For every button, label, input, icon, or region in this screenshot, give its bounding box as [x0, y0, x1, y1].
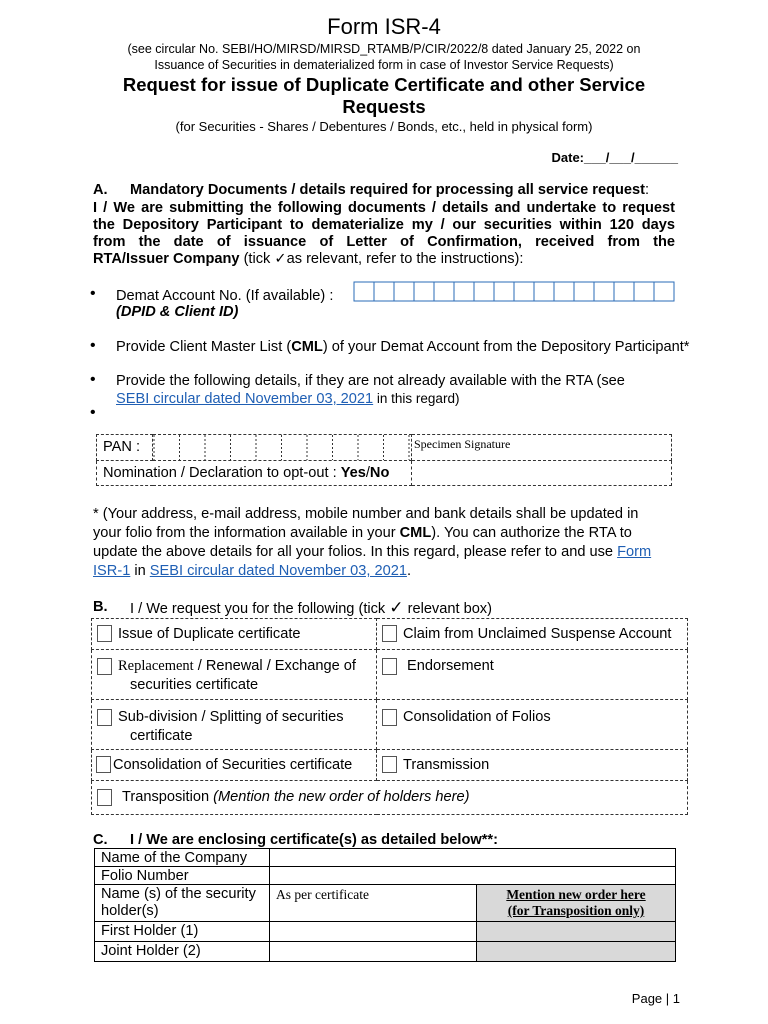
- option-duplicate[interactable]: Issue of Duplicate certificate: [92, 619, 377, 650]
- date-field[interactable]: [552, 150, 679, 165]
- note-line4: ISR-1 in SEBI circular dated November 03, 2021.: [93, 563, 411, 579]
- demat-digit-box: [374, 282, 394, 301]
- specimen-signature-box[interactable]: [412, 435, 672, 461]
- section-a-para-line2: the Depository Participant to dematerialize my / our securities within 120 days: [93, 217, 675, 233]
- sebi-circular-link-2[interactable]: SEBI circular dated November 03, 2021: [149, 563, 407, 579]
- checkbox-subdivision[interactable]: [97, 709, 112, 726]
- option-consolidation-securities[interactable]: Consolidation of Securities certificate: [92, 750, 377, 781]
- demat-digit-box: [594, 282, 614, 301]
- checkbox-transmission[interactable]: [382, 756, 397, 773]
- checkbox-consolidation-securities[interactable]: [96, 756, 111, 773]
- nomination-row[interactable]: Nomination / Declaration to opt-out : Yes/No: [97, 461, 412, 486]
- form-scope: (for Securities - Shares / Debentures / Bonds, etc., held in physical form): [175, 119, 593, 134]
- demat-digit-box: [494, 282, 514, 301]
- bullet-icon: •: [90, 285, 96, 302]
- date-blank: ___/___/______: [584, 150, 678, 165]
- bullet-icon: •: [90, 371, 96, 388]
- demat-digit-box: [534, 282, 554, 301]
- nomination-no[interactable]: No: [369, 464, 390, 481]
- joint-holder-label: Joint Holder (2): [95, 942, 270, 962]
- demat-digit-box: [454, 282, 474, 301]
- demat-digit-box: [474, 282, 494, 301]
- option-transmission[interactable]: Transmission: [377, 750, 688, 781]
- nomination-yes[interactable]: Yes: [340, 464, 366, 481]
- company-name-field[interactable]: [270, 849, 676, 867]
- demat-digit-box: [514, 282, 534, 301]
- option-replacement[interactable]: Replacement / Renewal / Exchange of securities certificate: [92, 650, 377, 700]
- option-endorsement[interactable]: Endorsement: [377, 650, 688, 700]
- as-per-certificate-header: As per certificate: [270, 885, 477, 922]
- demat-account-input[interactable]: [353, 281, 675, 308]
- checkbox-claim[interactable]: [382, 625, 397, 642]
- form-heading-line2: Requests: [342, 96, 426, 117]
- section-b-label: B.: [93, 599, 108, 615]
- page-number: Page | 1: [631, 991, 680, 1006]
- tick-icon: ✓: [389, 598, 404, 617]
- pan-boxes: [153, 435, 411, 460]
- sebi-circular-link[interactable]: SEBI circular dated November 03, 2021: [116, 391, 374, 407]
- joint-holder-name-field[interactable]: [270, 942, 477, 962]
- details-instruction-line1: Provide the following details, if they are not already available with the RTA (see: [116, 373, 625, 389]
- section-a-para-line1: I / We are submitting the following documents / details and undertake to request: [93, 200, 675, 216]
- bullet-icon: •: [90, 337, 96, 354]
- option-claim[interactable]: Claim from Unclaimed Suspense Account: [377, 619, 688, 650]
- checkbox-duplicate[interactable]: [97, 625, 112, 642]
- pan-nomination-table: [96, 434, 672, 486]
- section-b-heading: I / We request you for the following (tick ✓ relevant box): [130, 598, 492, 617]
- details-instruction-line2: SEBI circular dated November 03, 2021 in this regard): [116, 391, 460, 407]
- circular-reference-line1: (see circular No. SEBI/HO/MIRSD/MIRSD_RTAMB/P/CIR/2022/8 dated January 25, 2022 on: [127, 42, 641, 56]
- demat-digit-box: [574, 282, 594, 301]
- pan-label: PAN :: [97, 435, 153, 461]
- demat-digit-box: [634, 282, 654, 301]
- section-a-para-line4: RTA/Issuer Company (tick ✓as relevant, refer to the instructions):: [93, 251, 524, 267]
- transposition-order-header: Mention new order here (for Transposition only): [477, 885, 676, 922]
- folio-number-field[interactable]: [270, 867, 676, 885]
- option-subdivision[interactable]: Sub-division / Splitting of securities certificate: [92, 700, 377, 750]
- section-c-label: C.: [93, 832, 108, 848]
- signature-area[interactable]: [412, 461, 672, 486]
- dpid-client-id-hint: (DPID & Client ID): [116, 304, 239, 320]
- section-a-heading: Mandatory Documents / details required for processing all service request:: [130, 182, 650, 198]
- section-a-para-line3: from the date of issuance of Letter of Confirmation, received from the: [93, 234, 675, 250]
- section-c-heading: I / We are enclosing certificate(s) as detailed below**:: [130, 832, 498, 848]
- option-transposition[interactable]: Transposition (Mention the new order of holders here): [92, 781, 688, 815]
- checkbox-consolidation-folios[interactable]: [382, 709, 397, 726]
- demat-digit-box: [654, 282, 674, 301]
- isr1-link[interactable]: ISR-1: [93, 563, 131, 579]
- option-consolidation-folios[interactable]: Consolidation of Folios: [377, 700, 688, 750]
- demat-digit-box: [614, 282, 634, 301]
- folio-number-label: Folio Number: [95, 867, 270, 885]
- note-line3: update the above details for all your folios. In this regard, please refer to and use Form: [93, 544, 652, 560]
- circular-reference-line2: Issuance of Securities in dematerialized form in case of Investor Service Requests): [154, 58, 614, 72]
- demat-digit-box: [554, 282, 574, 301]
- pan-input[interactable]: [153, 435, 412, 461]
- cml-instruction: Provide Client Master List (CML) of your Demat Account from the Depository Participant*: [116, 339, 690, 355]
- first-holder-label: First Holder (1): [95, 922, 270, 942]
- checkbox-transposition[interactable]: [97, 789, 112, 806]
- checkbox-replacement[interactable]: [97, 658, 112, 675]
- first-holder-order-field[interactable]: [477, 922, 676, 942]
- first-holder-name-field[interactable]: [270, 922, 477, 942]
- joint-holder-order-field[interactable]: [477, 942, 676, 962]
- demat-account-boxes: [353, 281, 675, 303]
- specimen-signature-label: Specimen Signature: [414, 437, 511, 451]
- note-line2: your folio from the information available in your CML). You can authorize the RTA to: [93, 525, 632, 541]
- form-link[interactable]: Form: [617, 544, 652, 560]
- section-a-label: A.: [93, 182, 108, 198]
- note-line1: * (Your address, e-mail address, mobile number and bank details shall be updated in: [93, 506, 639, 522]
- company-name-label: Name of the Company: [95, 849, 270, 867]
- form-title: Form ISR-4: [327, 14, 441, 39]
- date-label: Date:: [551, 150, 585, 165]
- demat-digit-box: [394, 282, 414, 301]
- demat-digit-box: [414, 282, 434, 301]
- checkbox-endorsement[interactable]: [382, 658, 397, 675]
- holders-label: Name (s) of the security holder(s): [95, 885, 270, 922]
- bullet-icon: •: [90, 404, 96, 421]
- demat-digit-box: [354, 282, 374, 301]
- form-heading-line1: Request for issue of Duplicate Certificate and other Service: [122, 74, 646, 95]
- service-request-table: [91, 618, 688, 815]
- nomination-label: Nomination / Declaration to opt-out :: [103, 464, 341, 481]
- demat-digit-box: [434, 282, 454, 301]
- demat-account-label: Demat Account No. (If available) :: [116, 288, 334, 304]
- certificate-details-table: [94, 848, 676, 962]
